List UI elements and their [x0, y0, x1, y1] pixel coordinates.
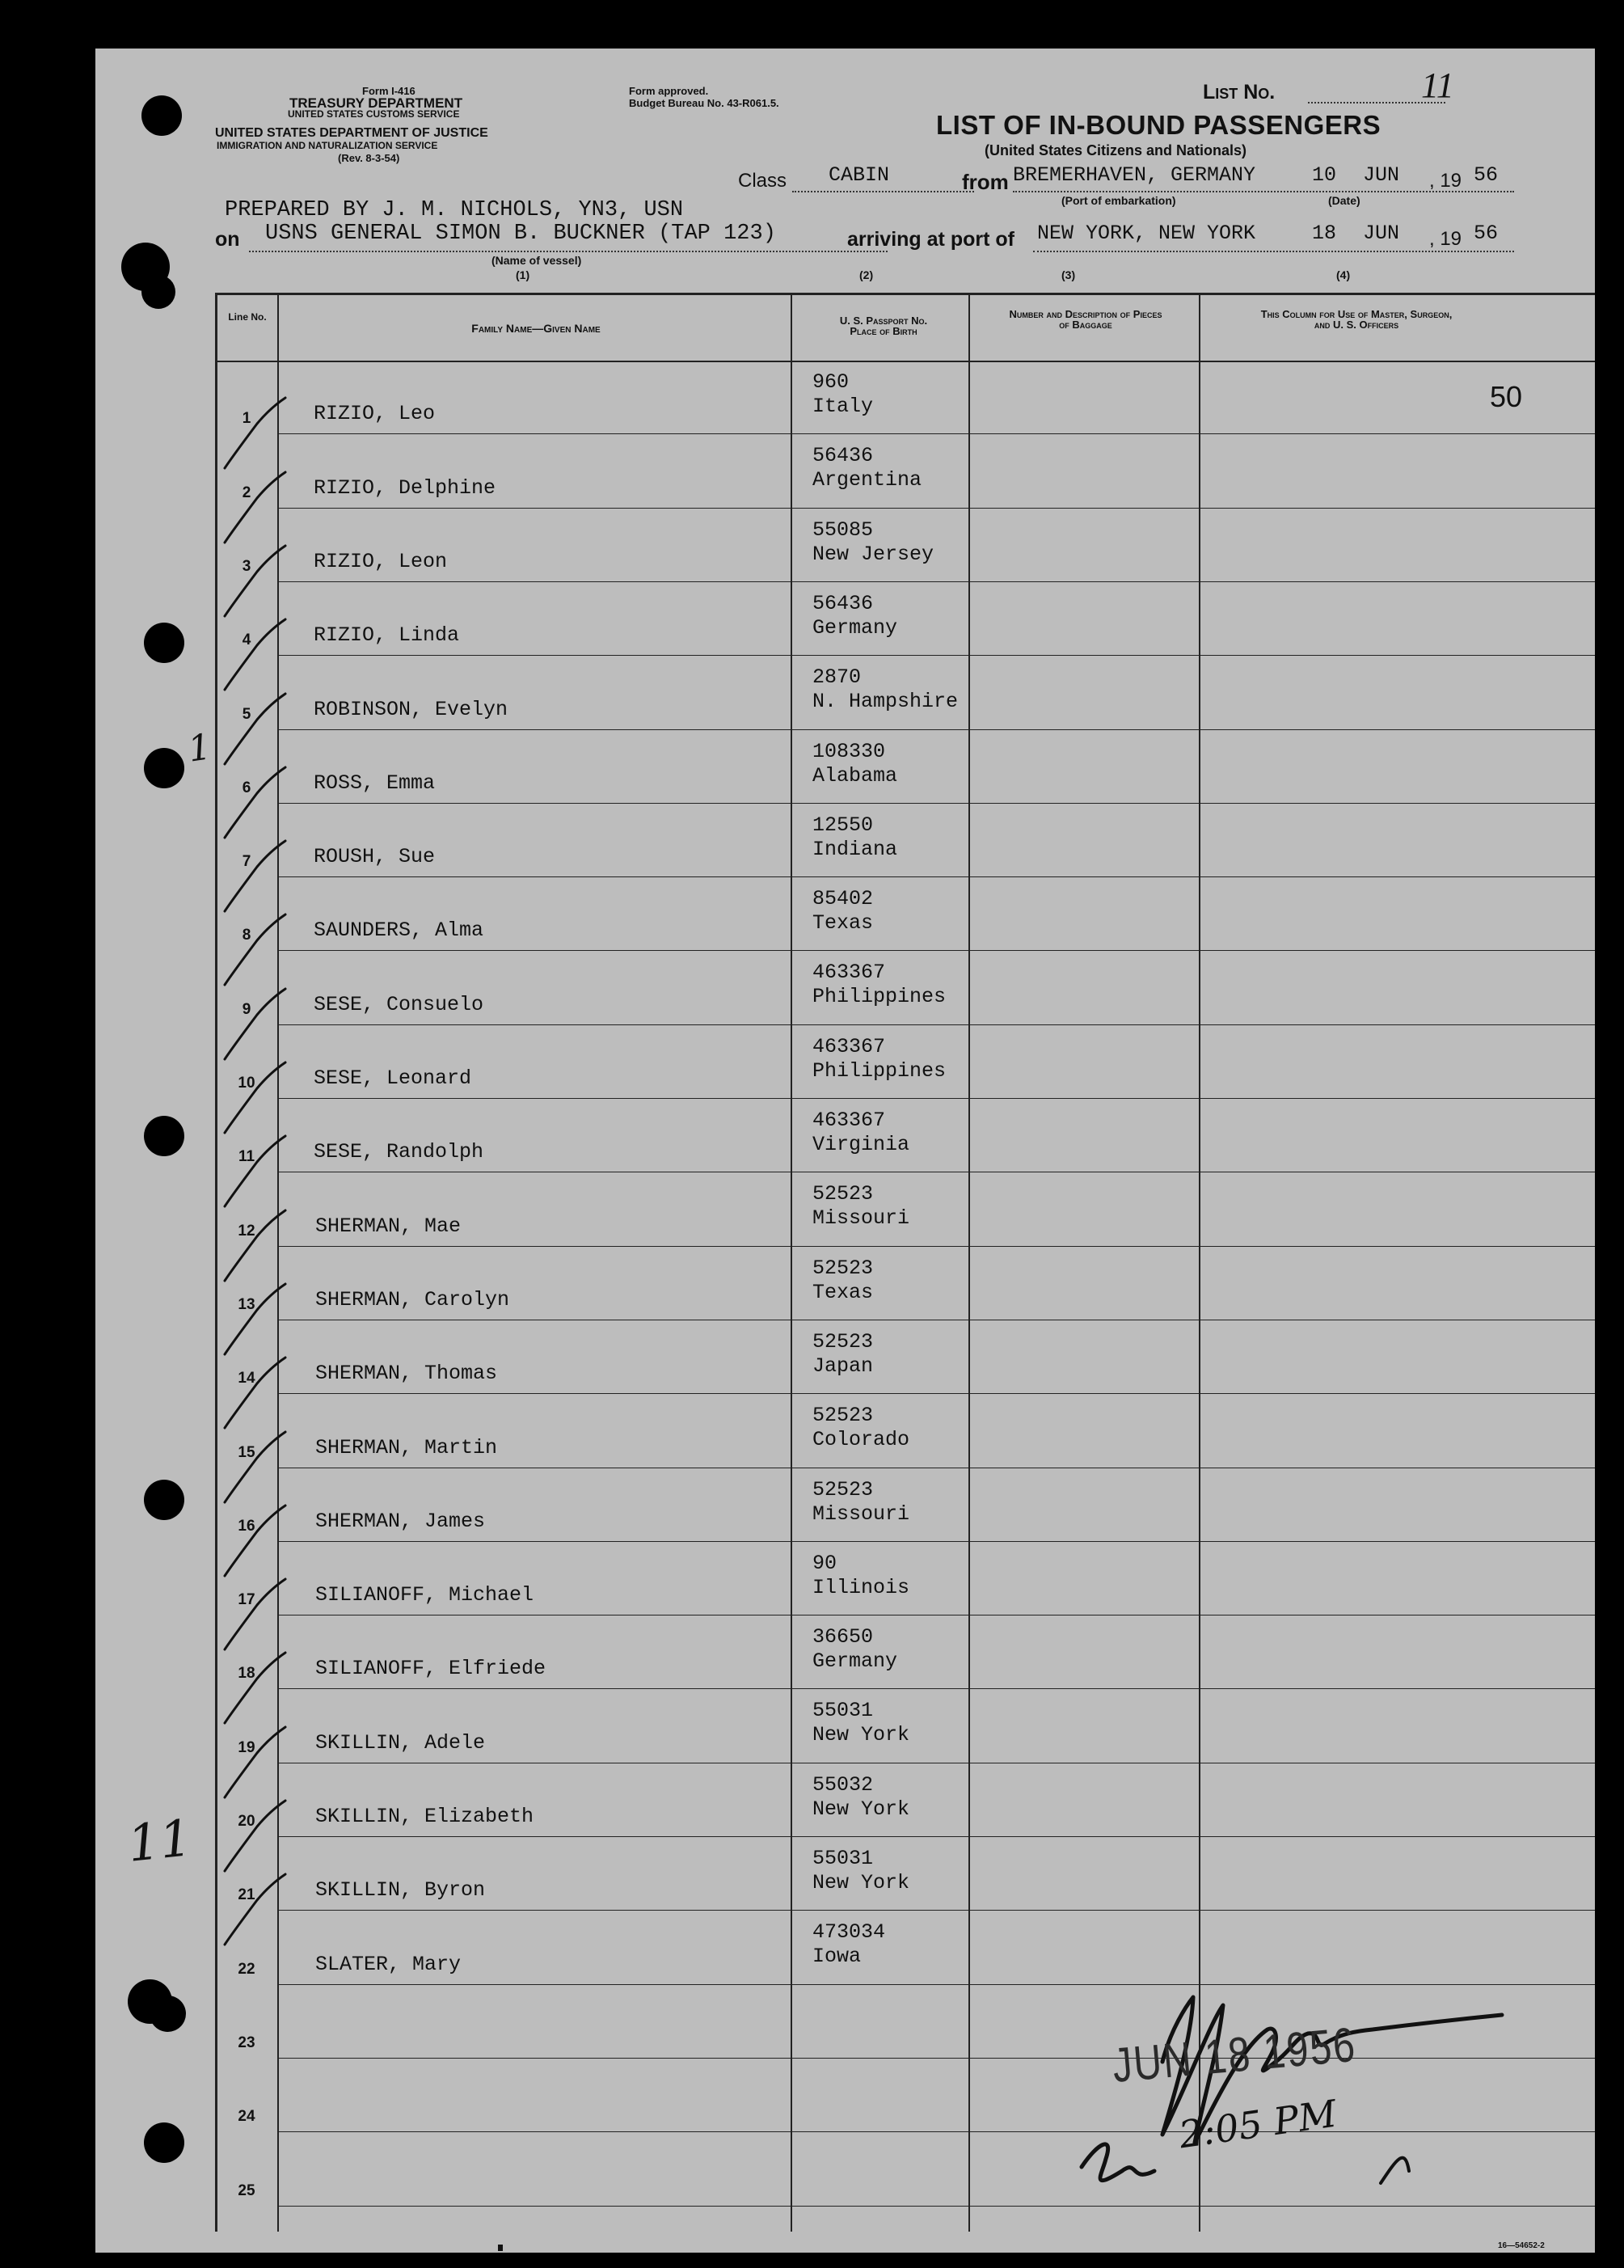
col-divider-passport — [968, 293, 970, 2232]
passport-number: 960 — [812, 370, 850, 394]
passport-number: 56436 — [812, 591, 874, 615]
passenger-name: RIZIO, Leon — [314, 549, 448, 573]
passenger-name: RIZIO, Leo — [314, 402, 436, 426]
date-caption: (Date) — [1328, 194, 1360, 207]
place-of-birth: Missouri — [812, 1501, 910, 1526]
passenger-name: SESE, Leonard — [314, 1066, 472, 1090]
passenger-name: SLATER, Mary — [315, 1952, 462, 1976]
line-number: 25 — [238, 2181, 255, 2199]
binder-hole — [150, 1996, 186, 2032]
form-approved: Form approved. — [629, 85, 709, 97]
officer-note: 50 — [1490, 380, 1523, 413]
line-number: 21 — [238, 1886, 255, 1904]
passport-number: 85402 — [812, 887, 874, 911]
line-number: 4 — [242, 631, 251, 649]
place-of-birth: Illinois — [812, 1575, 910, 1599]
passport-number: 108330 — [812, 739, 886, 763]
line-number: 15 — [238, 1443, 255, 1461]
vessel-underline — [249, 251, 888, 252]
binder-hole — [144, 748, 184, 788]
table-top-border — [215, 293, 1595, 295]
line-number: 3 — [242, 557, 251, 575]
row-divider — [278, 1393, 1595, 1394]
line-number: 8 — [242, 927, 251, 944]
arrival-date-stamp: JUN 18 1956 — [1110, 2018, 1359, 2093]
passport-number: 463367 — [812, 961, 886, 985]
header-officers: This Column for Use of Master, Surgeon, and U. S. Officers — [1260, 308, 1453, 331]
row-divider — [278, 1541, 1595, 1542]
header-line-no: Line No. — [228, 311, 267, 323]
from-label: from — [962, 170, 1009, 194]
place-of-birth: Missouri — [812, 1206, 910, 1231]
port-of-embarkation: BREMERHAVEN, GERMANY — [1013, 163, 1256, 187]
binder-hole — [144, 1480, 184, 1520]
passport-number: 52523 — [812, 1182, 874, 1206]
arriving-label: arriving at port of — [847, 228, 1014, 251]
place-of-birth: Germany — [812, 615, 898, 640]
passenger-name: SHERMAN, Thomas — [315, 1362, 498, 1386]
row-divider — [278, 876, 1595, 877]
arrival-date: 18 JUN — [1312, 222, 1400, 245]
customs-service: UNITED STATES CUSTOMS SERVICE — [288, 108, 460, 120]
passenger-name: SILIANOFF, Michael — [315, 1583, 534, 1607]
passenger-name: ROSS, Emma — [314, 771, 436, 795]
line-number: 5 — [242, 705, 251, 723]
column-number-1: (1) — [516, 268, 530, 281]
department-of-justice: UNITED STATES DEPARTMENT OF JUSTICE — [215, 126, 488, 140]
prepared-by: PREPARED BY J. M. NICHOLS, YN3, USN — [225, 198, 684, 222]
row-divider — [278, 508, 1595, 509]
embarkation-date: 10 JUN — [1312, 163, 1400, 187]
passport-number: 473034 — [812, 1920, 886, 1945]
embarkation-year: 56 — [1474, 163, 1499, 187]
line-number: 7 — [242, 853, 251, 871]
passport-number: 52523 — [812, 1329, 874, 1354]
line-number: 23 — [238, 2034, 255, 2051]
row-divider — [278, 655, 1595, 656]
form-revision: (Rev. 8-3-54) — [338, 152, 400, 164]
class-value: CABIN — [829, 163, 890, 187]
line-number: 19 — [238, 1738, 255, 1756]
line-number: 24 — [238, 2108, 255, 2126]
place-of-birth: Italy — [812, 395, 874, 418]
line-number: 11 — [238, 1148, 255, 1166]
place-of-birth: New York — [812, 1723, 910, 1747]
line-number: 22 — [238, 1960, 255, 1978]
place-of-birth: Texas — [812, 911, 874, 935]
passenger-name: ROBINSON, Evelyn — [314, 697, 508, 721]
place-of-birth: Colorado — [812, 1428, 910, 1452]
manifest-page — [95, 49, 1595, 2253]
place-of-birth: Philippines — [812, 1058, 947, 1083]
passenger-name: ROUSH, Sue — [314, 845, 436, 869]
passport-number: 52523 — [812, 1404, 874, 1428]
arrival-year: 56 — [1474, 222, 1499, 245]
row-divider — [278, 1024, 1595, 1025]
line-number: 2 — [242, 484, 251, 501]
row-divider — [278, 581, 1595, 582]
footer-dot — [498, 2245, 503, 2251]
place-of-birth: Japan — [812, 1354, 874, 1378]
class-underline — [792, 191, 974, 192]
arrival-year-prefix: , 19 — [1429, 228, 1462, 250]
binder-hole — [144, 2122, 184, 2163]
margin-mark: 11 — [124, 1808, 195, 1873]
binder-hole — [141, 95, 182, 136]
passenger-name: SKILLIN, Adele — [315, 1730, 486, 1755]
place-of-birth: Virginia — [812, 1133, 910, 1156]
passport-number: 55031 — [812, 1699, 874, 1723]
form-number: Form I-416 — [362, 85, 415, 97]
passenger-name: RIZIO, Delphine — [314, 475, 496, 500]
form-title: LIST OF IN-BOUND PASSENGERS — [936, 110, 1381, 140]
line-number: 10 — [238, 1075, 255, 1092]
table-header-border — [215, 361, 1595, 362]
passport-number: 463367 — [812, 1109, 886, 1132]
column-number-3: (3) — [1061, 268, 1076, 281]
line-number: 17 — [238, 1591, 255, 1609]
passenger-name: SHERMAN, Martin — [315, 1435, 498, 1459]
passport-number: 56436 — [812, 444, 874, 468]
line-number: 6 — [242, 779, 251, 796]
passport-number: 90 — [812, 1551, 837, 1575]
passport-number: 52523 — [812, 1477, 874, 1501]
passenger-name: RIZIO, Linda — [314, 623, 460, 648]
passenger-name: SESE, Randolph — [314, 1140, 484, 1164]
row-divider — [278, 1910, 1595, 1911]
passenger-name: SKILLIN, Byron — [315, 1878, 486, 1903]
row-divider — [278, 950, 1595, 951]
passport-number: 463367 — [812, 1034, 886, 1058]
row-divider — [278, 1246, 1595, 1247]
passport-number: 55085 — [812, 517, 874, 542]
place-of-birth: Argentina — [812, 468, 922, 492]
place-of-birth: New York — [812, 1871, 910, 1894]
port-embark-caption: (Port of embarkation) — [1061, 194, 1176, 207]
line-number: 9 — [242, 1000, 251, 1018]
line-number: 13 — [238, 1295, 255, 1313]
column-number-4: (4) — [1336, 268, 1351, 281]
binder-hole — [144, 623, 184, 663]
place-of-birth: Iowa — [812, 1945, 862, 1969]
column-number-2: (2) — [859, 268, 874, 281]
treasury-department: TREASURY DEPARTMENT — [289, 95, 463, 111]
margin-mark: 1 — [185, 726, 214, 771]
passenger-name: SHERMAN, Mae — [315, 1214, 462, 1238]
vessel-caption: (Name of vessel) — [491, 254, 582, 267]
passenger-name: SESE, Consuelo — [314, 992, 484, 1016]
row-divider — [278, 1098, 1595, 1099]
place-of-birth: New York — [812, 1797, 910, 1821]
arrival-underline — [1033, 251, 1514, 252]
place-of-birth: Philippines — [812, 985, 947, 1009]
passport-number: 2870 — [812, 665, 862, 690]
line-number: 1 — [242, 410, 251, 428]
row-divider — [278, 803, 1595, 804]
arrival-port: NEW YORK, NEW YORK — [1037, 222, 1256, 245]
passenger-name: SAUNDERS, Alma — [314, 919, 484, 943]
place-of-birth: Germany — [812, 1649, 898, 1674]
row-divider — [278, 433, 1595, 434]
line-number: 18 — [238, 1665, 255, 1683]
list-no-value: 11 — [1421, 65, 1454, 105]
place-of-birth: New Jersey — [812, 542, 934, 566]
passenger-name: SHERMAN, Carolyn — [315, 1287, 510, 1311]
passenger-name: SKILLIN, Elizabeth — [315, 1805, 534, 1828]
line-number: 20 — [238, 1813, 255, 1830]
line-number: 16 — [238, 1517, 255, 1535]
footer-code: 16—54652-2 — [1498, 2241, 1545, 2250]
immigration-service: IMMIGRATION AND NATURALIZATION SERVICE — [217, 140, 438, 151]
vessel-name: USNS GENERAL SIMON B. BUCKNER (TAP 123) — [265, 222, 776, 246]
arrival-time-note: 2:05 PM — [1176, 2091, 1339, 2157]
on-label: on — [215, 228, 240, 251]
passport-number: 52523 — [812, 1256, 874, 1280]
passport-number: 36650 — [812, 1625, 874, 1649]
col-divider-name — [791, 293, 792, 2232]
binder-hole — [144, 1116, 184, 1156]
place-of-birth: Alabama — [812, 763, 898, 788]
binder-hole — [141, 275, 175, 309]
list-no-label: List No. — [1203, 81, 1276, 103]
header-name: Family Name—Given Name — [471, 322, 601, 335]
line-number: 14 — [238, 1370, 255, 1387]
passenger-name: SHERMAN, James — [315, 1509, 486, 1533]
row-divider — [278, 1688, 1595, 1689]
form-subtitle: (United States Citizens and Nationals) — [985, 142, 1247, 158]
passport-number: 55031 — [812, 1847, 874, 1870]
place-of-birth: Texas — [812, 1280, 874, 1304]
place-of-birth: Indiana — [812, 837, 898, 861]
class-label: Class — [738, 170, 787, 192]
place-of-birth: N. Hampshire — [812, 690, 959, 714]
line-number: 12 — [238, 1222, 255, 1240]
officer-signature — [1001, 1941, 1526, 2224]
header-passport: U. S. Passport No. Place of Birth — [839, 315, 928, 337]
embarkation-year-prefix: , 19 — [1429, 170, 1462, 192]
row-divider — [278, 1836, 1595, 1837]
check-mark-icon — [209, 1868, 297, 1957]
row-divider — [278, 729, 1595, 730]
passenger-name: SILIANOFF, Elfriede — [315, 1657, 546, 1681]
budget-bureau-no: Budget Bureau No. 43-R061.5. — [629, 97, 779, 109]
passport-number: 12550 — [812, 813, 874, 837]
passport-number: 55032 — [812, 1772, 874, 1797]
header-baggage: Number and Description of Pieces of Baggage — [1009, 308, 1162, 331]
